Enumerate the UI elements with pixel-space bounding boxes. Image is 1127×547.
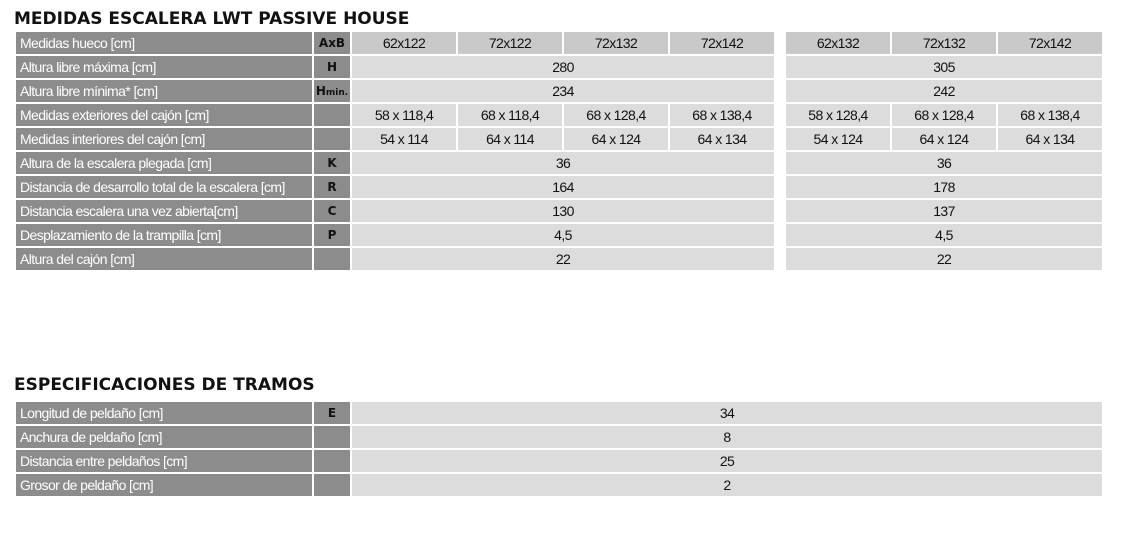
table-row — [16, 402, 1102, 424]
value-cell: 58 x 118,4 — [352, 104, 456, 126]
value-cell: 34 — [352, 402, 1102, 424]
value-cell: 72x132 — [564, 32, 668, 54]
value-cell: 178 — [786, 176, 1102, 198]
code-subscript: min. — [325, 88, 349, 98]
value-cell: 62x122 — [352, 32, 456, 54]
row-label: Distancia entre peldaños [cm] — [16, 450, 312, 472]
row-code — [314, 80, 350, 102]
value-cell: 25 — [352, 450, 1102, 472]
value-cell: 36 — [786, 152, 1102, 174]
row-label: Medidas interiores del cajón [cm] — [16, 128, 312, 150]
code-text: K — [327, 156, 337, 170]
value-cell: 8 — [352, 426, 1102, 448]
column-gap — [776, 200, 784, 222]
row-label: Medidas exteriores del cajón [cm] — [16, 104, 312, 126]
value-cell: 54 x 114 — [352, 128, 456, 150]
value-cell: 68 x 138,4 — [998, 104, 1102, 126]
row-label: Altura libre mínima* [cm] — [16, 80, 312, 102]
column-gap — [776, 152, 784, 174]
table-row — [16, 104, 1102, 126]
row-code — [314, 152, 350, 174]
row-code — [314, 56, 350, 78]
value-cell: 130 — [352, 200, 774, 222]
value-cell: 64 x 124 — [564, 128, 668, 150]
value-cell: 68 x 128,4 — [564, 104, 668, 126]
row-code: E — [314, 402, 350, 424]
value-cell: 64 x 114 — [458, 128, 562, 150]
code-text: H — [326, 60, 338, 74]
value-cell: 68 x 128,4 — [892, 104, 996, 126]
row-code — [314, 474, 350, 496]
value-cell: 137 — [786, 200, 1102, 222]
value-cell: 22 — [352, 248, 774, 270]
row-code — [314, 450, 350, 472]
value-cell: 4,5 — [352, 224, 774, 246]
code-text: C — [327, 204, 337, 218]
row-code — [314, 248, 350, 270]
table-row — [16, 450, 1102, 472]
table-row — [16, 80, 1102, 102]
column-gap — [776, 32, 784, 54]
row-label: Altura del cajón [cm] — [16, 248, 312, 270]
row-label: Distancia escalera una vez abierta[cm] — [16, 200, 312, 222]
dimensions-table — [14, 30, 1104, 272]
value-cell: 54 x 124 — [786, 128, 890, 150]
code-text: AxB — [318, 36, 346, 50]
table-row — [16, 128, 1102, 150]
value-cell: 164 — [352, 176, 774, 198]
table-row — [16, 224, 1102, 246]
row-label: Grosor de peldaño [cm] — [16, 474, 312, 496]
code-text: P — [327, 228, 337, 242]
value-cell: 72x122 — [458, 32, 562, 54]
page-title: MEDIDAS ESCALERA LWT PASSIVE HOUSE — [14, 9, 410, 29]
code-text: H — [315, 84, 326, 98]
table-row — [16, 474, 1102, 496]
row-label: Altura de la escalera plegada [cm] — [16, 152, 312, 174]
value-cell: 68 x 118,4 — [458, 104, 562, 126]
column-gap — [776, 56, 784, 78]
section-title-specs: ESPECIFICACIONES DE TRAMOS — [14, 375, 315, 395]
row-code — [314, 426, 350, 448]
table-row — [16, 248, 1102, 270]
value-cell: 64 x 124 — [892, 128, 996, 150]
value-cell: 62x132 — [786, 32, 890, 54]
value-cell: 2 — [352, 474, 1102, 496]
row-code — [314, 224, 350, 246]
column-gap — [776, 128, 784, 150]
row-label: Desplazamiento de la trampilla [cm] — [16, 224, 312, 246]
column-gap — [776, 104, 784, 126]
value-cell: 64 x 134 — [670, 128, 774, 150]
value-cell: 4,5 — [786, 224, 1102, 246]
row-code — [314, 104, 350, 126]
row-label: Medidas hueco [cm] — [16, 32, 312, 54]
row-code — [314, 32, 350, 54]
table-row — [16, 176, 1102, 198]
value-cell: 68 x 138,4 — [670, 104, 774, 126]
row-code — [314, 200, 350, 222]
row-label: Altura libre máxima [cm] — [16, 56, 312, 78]
row-label: Longitud de peldaño [cm] — [16, 402, 312, 424]
value-cell: 72x142 — [670, 32, 774, 54]
row-label: Anchura de peldaño [cm] — [16, 426, 312, 448]
value-cell: 280 — [352, 56, 774, 78]
row-code — [314, 128, 350, 150]
value-cell: 22 — [786, 248, 1102, 270]
table-row — [16, 56, 1102, 78]
table-row — [16, 32, 1102, 54]
table-row — [16, 200, 1102, 222]
column-gap — [776, 176, 784, 198]
value-cell: 58 x 128,4 — [786, 104, 890, 126]
code-text: R — [327, 180, 337, 194]
table-row — [16, 152, 1102, 174]
value-cell: 305 — [786, 56, 1102, 78]
column-gap — [776, 224, 784, 246]
row-code — [314, 176, 350, 198]
value-cell: 72x132 — [892, 32, 996, 54]
column-gap — [776, 248, 784, 270]
value-cell: 242 — [786, 80, 1102, 102]
table-row — [16, 426, 1102, 448]
row-label: Distancia de desarrollo total de la escalera [cm] — [16, 176, 312, 198]
value-cell: 64 x 134 — [998, 128, 1102, 150]
value-cell: 36 — [352, 152, 774, 174]
column-gap — [776, 80, 784, 102]
specs-table — [14, 400, 1104, 498]
value-cell: 72x142 — [998, 32, 1102, 54]
value-cell: 234 — [352, 80, 774, 102]
